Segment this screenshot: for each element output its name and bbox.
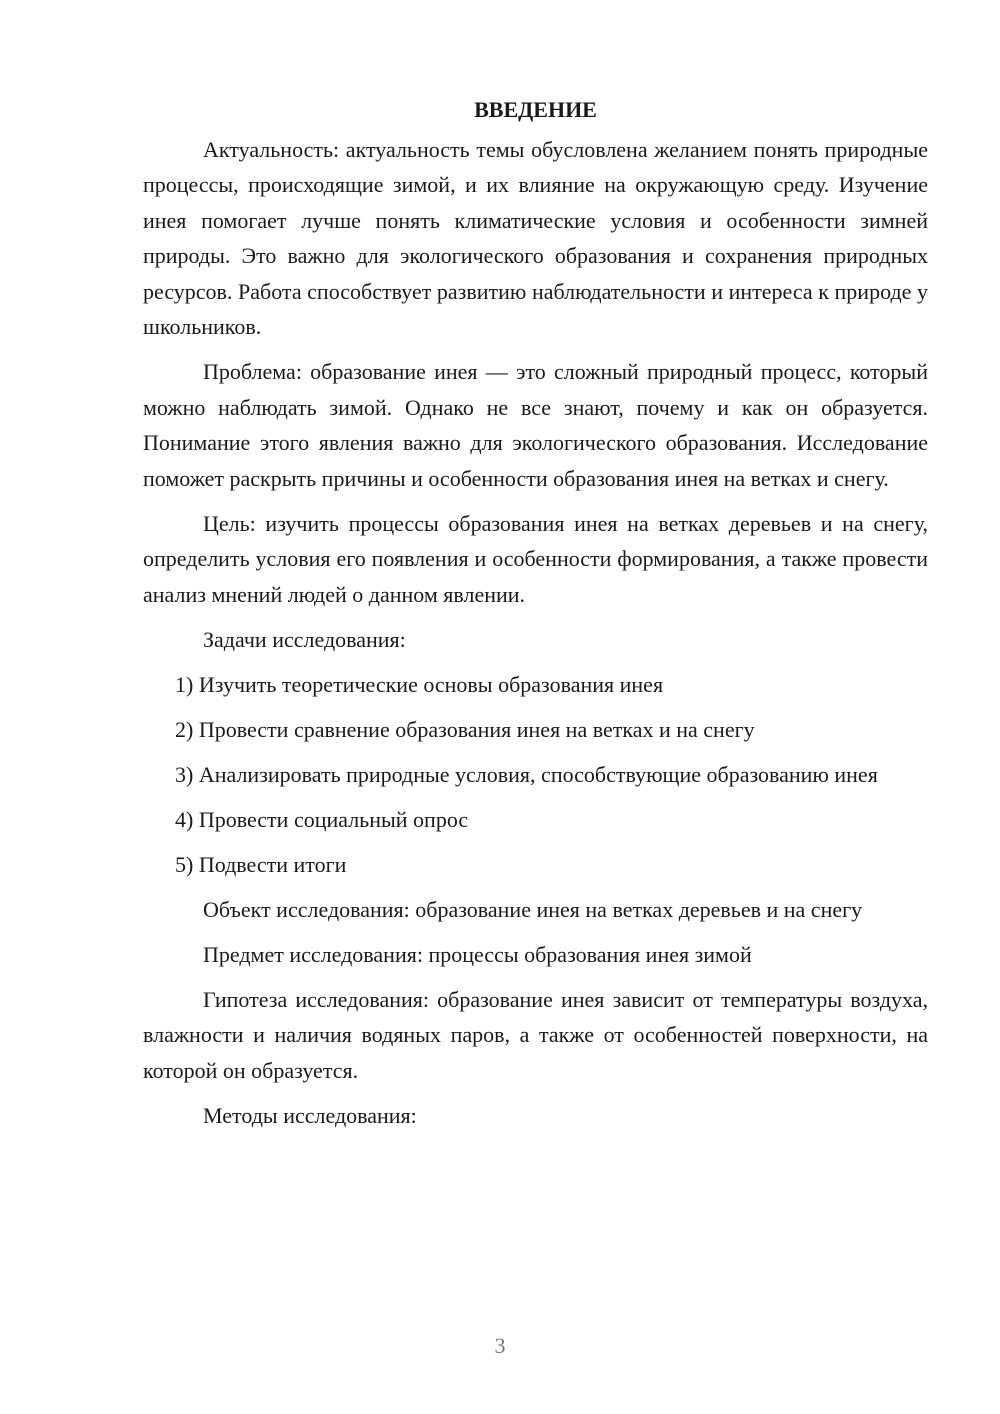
paragraph-hypothesis: Гипотеза исследования: образование инея зависит от температуры воздуха, влажности и наличия водяных паров, а также от особенностей поверхности, на которой он образуется. — [143, 986, 928, 1083]
task-item-2: 2) Провести сравнение образования инея на ветках и на снегу — [175, 716, 755, 742]
task-item-3: 3) Анализировать природные условия, способствующие образованию инея — [175, 761, 878, 787]
paragraph-methods: Методы исследования: — [203, 1102, 417, 1128]
section-heading: ВВЕДЕНИЕ — [474, 97, 597, 122]
task-item-4: 4) Провести социальный опрос — [175, 806, 469, 832]
paragraph-tasks-title: Задачи исследования: — [203, 626, 406, 652]
paragraph-object: Объект исследования: образование инея на ветках деревьев и на снегу — [203, 896, 863, 922]
document-page — [143, 92, 928, 1143]
page-number: 3 — [494, 1333, 506, 1358]
task-item-1: 1) Изучить теоретические основы образования инея — [175, 671, 664, 697]
paragraph-relevance: Актуальность: актуальность темы обусловлена желанием понять природные процессы, происходящие зимой, и их влияние на окружающую среду. Изучение инея помогает лучше понять климатические условия и особенности зимней природы. Это важно для экологического образования и сохранения природных ресурсов. Работа способствует развитию наблюдательности и интереса к природе у школьников. — [143, 136, 928, 339]
paragraph-goal: Цель: изучить процессы образования инея на ветках деревьев и на снегу, определить условия его появления и особенности формирования, а также провести анализ мнений людей о данном явлении. — [143, 510, 928, 607]
paragraph-problem: Проблема: образование инея — это сложный природный процесс, который можно наблюдать зимой. Однако не все знают, почему и как он образуется. Понимание этого явления важно для экологического образования. Исследование поможет раскрыть причины и особенности образования инея на ветках и снегу. — [143, 359, 928, 491]
task-item-5: 5) Подвести итоги — [175, 851, 347, 877]
paragraph-subject: Предмет исследования: процессы образования инея зимой — [203, 941, 752, 967]
